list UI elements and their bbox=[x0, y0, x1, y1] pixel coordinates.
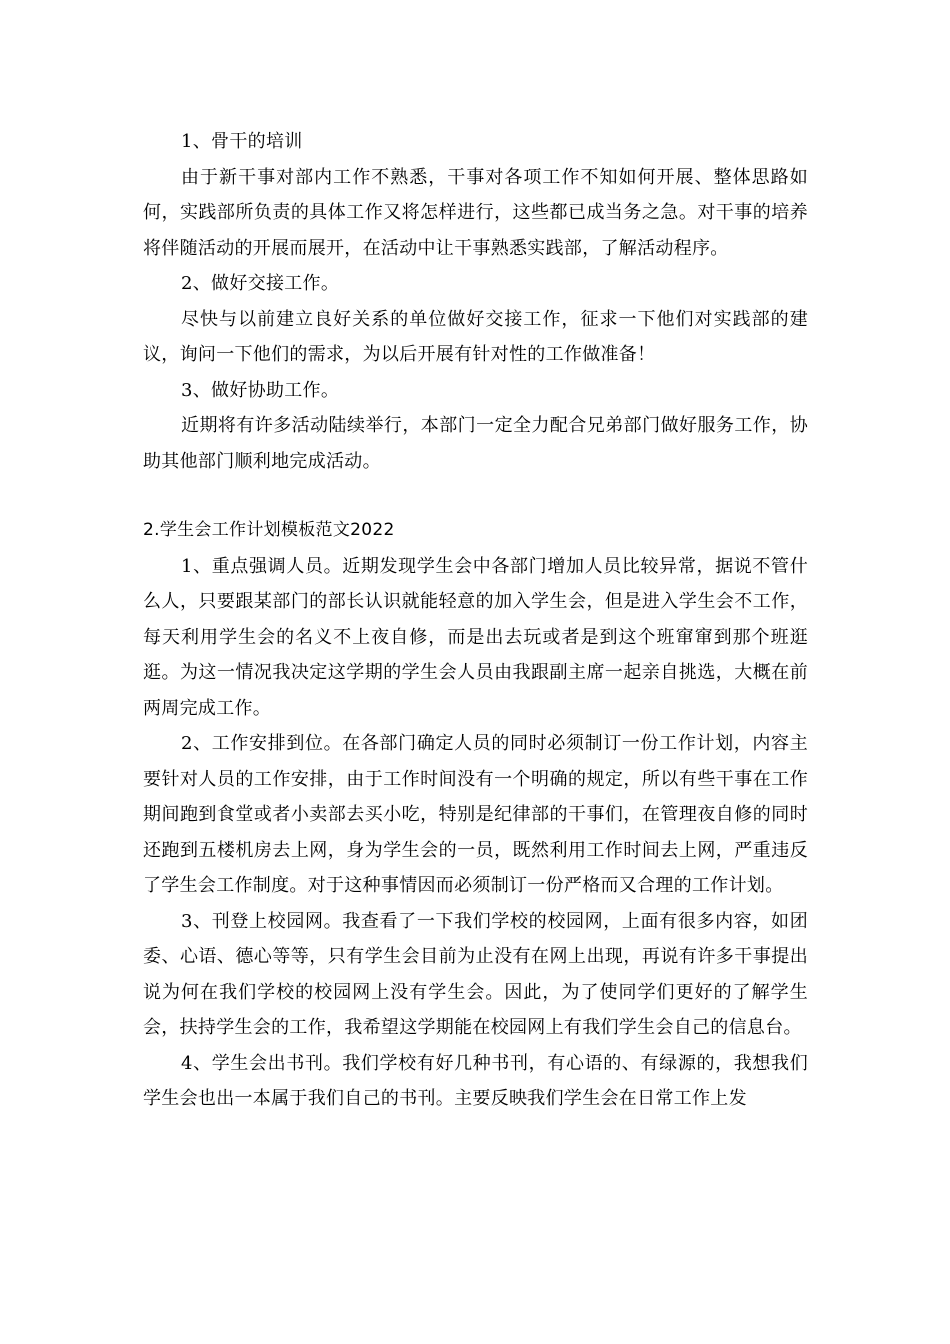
paragraph-2: 2、工作安排到位。在各部门确定人员的同时必须制订一份工作计划，内容主要针对人员的工作安排，由于工作时间没有一个明确的规定，所以有些干事在工作期间跑到食堂或者小卖部去买小吃，特别是纪律部的干事们，在管理夜自修的同时还跑到五楼机房去上网，身为学生会的一员，既然利用工作时间去上网，严重违反了学生会工作制度。对于这种事情因而必须制订一份严格而又合理的工作计划。 bbox=[143, 733, 808, 896]
document-body bbox=[143, 124, 808, 1117]
item-3-title: 3、做好协助工作。 bbox=[181, 379, 340, 401]
item-1-body: 由于新干事对部内工作不熟悉，干事对各项工作不知如何开展、整体思路如何，实践部所负责的具体工作又将怎样进行，这些都已成当务之急。对干事的培养将伴随活动的开展而展开，在活动中让干事熟悉实践部，了解活动程序。 bbox=[143, 166, 808, 259]
item-1-title: 1、骨干的培训 bbox=[181, 131, 303, 152]
item-3-body: 近期将有许多活动陆续举行，本部门一定全力配合兄弟部门做好服务工作，协助其他部门顺利地完成活动。 bbox=[143, 415, 808, 472]
section-heading: 2.学生会工作计划模板范文2022 bbox=[143, 520, 395, 540]
item-2-title: 2、做好交接工作。 bbox=[181, 273, 340, 294]
paragraph-3: 3、刊登上校园网。我查看了一下我们学校的校园网，上面有很多内容，如团委、心语、德心等等，只有学生会目前为止没有在网上出现，再说有许多干事提出说为何在我们学校的校园网上没有学生会。因此，为了使同学们更好的了解学生会，扶持学生会的工作，我希望这学期能在校园网上有我们学生会自己的信息台。 bbox=[143, 910, 808, 1038]
item-2-body: 尽快与以前建立良好关系的单位做好交接工作，征求一下他们对实践部的建议，询问一下他们的需求，为以后开展有针对性的工作做准备！ bbox=[143, 308, 808, 365]
paragraph-4: 4、学生会出书刊。我们学校有好几种书刊，有心语的、有绿源的，我想我们学生会也出一本属于我们自己的书刊。主要反映我们学生会在日常工作上发 bbox=[143, 1052, 808, 1109]
paragraph-1: 1、重点强调人员。近期发现学生会中各部门增加人员比较异常，据说不管什么人，只要跟某部门的部长认识就能轻意的加入学生会，但是进入学生会不工作，每天利用学生会的名义不上夜自修，而是出去玩或者是到这个班窜窜到那个班逛逛。为这一情况我决定这学期的学生会人员由我跟副主席一起亲自挑选，大概在前两周完成工作。 bbox=[143, 555, 808, 719]
